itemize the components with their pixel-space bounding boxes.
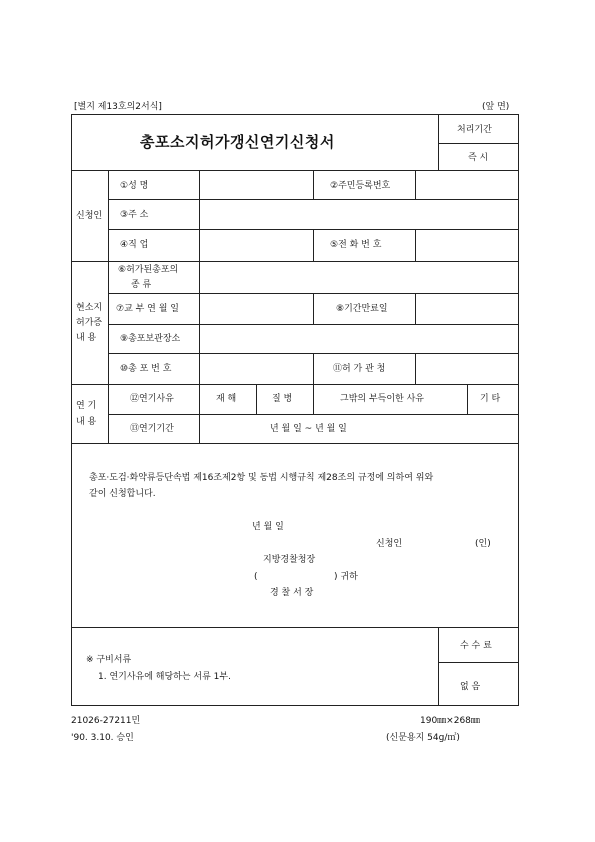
address-label: ③주 소 xyxy=(120,210,149,220)
statement-text-line1: 총포·도검·화약류등단속법 제16조제2항 및 동법 시행규칙 제28조의 규정에 의하여 위와 xyxy=(89,473,434,483)
reason-other-option[interactable]: 기 타 xyxy=(480,394,501,404)
police-station-field[interactable] xyxy=(262,570,332,584)
phone-field[interactable] xyxy=(416,230,517,260)
reason-illness-option[interactable]: 질 병 xyxy=(272,394,293,404)
gun-number-field[interactable] xyxy=(200,354,312,383)
address-field[interactable] xyxy=(200,200,517,228)
paper-size: 190㎜×268㎜ xyxy=(420,716,480,726)
expiry-date-field[interactable] xyxy=(416,294,517,323)
extension-reason-label: ⑫연기사유 xyxy=(130,394,174,404)
storage-place-label: ⑨총포보관장소 xyxy=(120,334,181,344)
paper-spec: (신문용지 54g/㎡) xyxy=(386,733,460,743)
approval-date: '90. 3.10. 승인 xyxy=(71,733,134,743)
recipient-suffix: ) 귀하 xyxy=(334,572,358,582)
application-date[interactable]: 년 월 일 xyxy=(252,522,284,532)
resident-number-field[interactable] xyxy=(416,171,517,198)
occupation-field[interactable] xyxy=(200,230,312,260)
extension-period-field[interactable]: 년 월 일 ~ 년 월 일 xyxy=(270,424,347,434)
issue-date-label: ⑦교 부 연 월 일 xyxy=(116,304,179,314)
permit-section-line: 허가증 xyxy=(76,318,103,328)
fee-value: 없 음 xyxy=(460,682,481,692)
name-label: ①성 명 xyxy=(120,181,149,191)
reason-unavoidable-option[interactable]: 그밖의 부득이한 사유 xyxy=(340,394,424,404)
gun-type-field[interactable] xyxy=(200,262,517,292)
processing-period-label: 처리기간 xyxy=(457,125,492,135)
statement-text-line2: 같이 신청합니다. xyxy=(89,489,156,499)
police-chief-label: 경 찰 서 장 xyxy=(270,588,314,598)
permit-section-line: 내 용 xyxy=(76,333,97,343)
issuing-office-label: ⑪허 가 관 청 xyxy=(333,364,386,374)
expiry-date-label: ⑧기간만료일 xyxy=(336,304,388,314)
seal-mark: (인) xyxy=(475,539,491,549)
permit-section-line: 현소지 xyxy=(76,303,103,313)
required-document-item: 1. 연기사유에 해당하는 서류 1부. xyxy=(98,672,231,682)
form-title: 총포소지허가갱신연기신청서 xyxy=(140,133,335,151)
page-side-label: (앞 면) xyxy=(482,102,510,112)
extension-section-line: 내 용 xyxy=(76,417,97,427)
phone-label: ⑤전 화 번 호 xyxy=(330,240,382,250)
police-agency-label: 지방경찰청장 xyxy=(263,555,316,565)
signer-label: 신청인 xyxy=(376,539,403,549)
extension-period-label: ⑬연기기간 xyxy=(130,424,174,434)
processing-period-value: 즉 시 xyxy=(468,153,489,163)
form-number: 21026-27211민 xyxy=(71,716,141,726)
fee-label: 수 수 료 xyxy=(460,641,492,651)
applicant-section-label: 신청인 xyxy=(76,211,103,221)
storage-place-field[interactable] xyxy=(200,325,517,352)
gun-type-label: ⑥허가된총포의 xyxy=(118,265,179,275)
reason-disaster-option[interactable]: 재 해 xyxy=(216,394,237,404)
required-documents-title: ※ 구비서류 xyxy=(86,655,132,665)
issue-date-field[interactable] xyxy=(200,294,312,323)
gun-type-label-2: 종 류 xyxy=(131,280,152,290)
paren-open: ( xyxy=(254,572,258,582)
gun-number-label: ⑩총 포 번 호 xyxy=(120,364,172,374)
form-reference: [별지 제13호의2서식] xyxy=(74,102,162,112)
extension-section-line: 연 기 xyxy=(76,401,97,411)
issuing-office-field[interactable] xyxy=(416,354,517,383)
occupation-label: ④직 업 xyxy=(120,240,149,250)
resident-number-label: ②주민등록번호 xyxy=(330,181,391,191)
name-field[interactable] xyxy=(200,171,312,198)
